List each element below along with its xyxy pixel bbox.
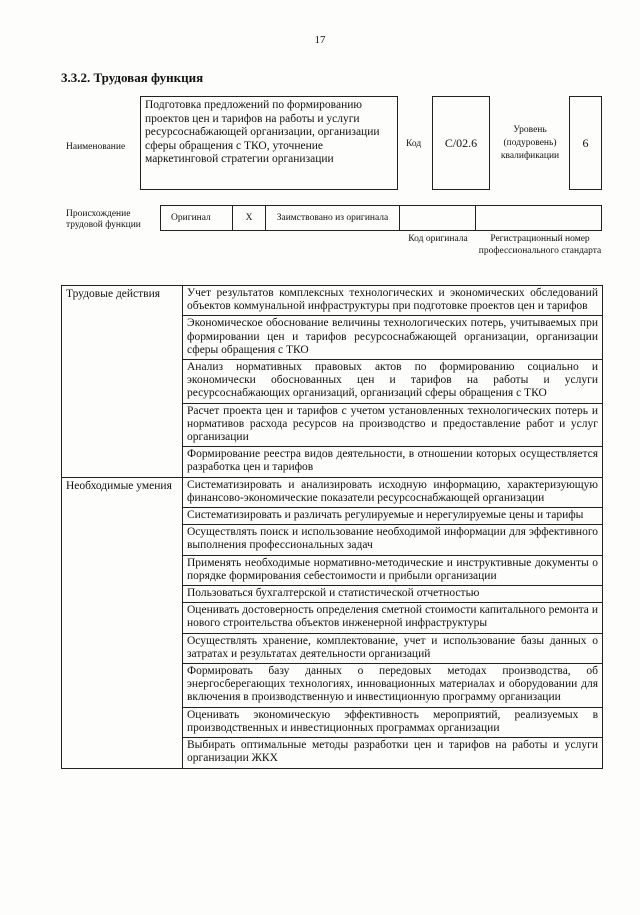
row-text: Формировать базу данных о передовых методах производства, об энергосберегающих технологиях, инновационных материалах и оборудовании для включения в производственную и инвестиционную программу организации — [183, 664, 603, 708]
row-text: Расчет проекта цен и тарифов с учетом установленных технологических потерь и нормативов расхода ресурсов на производство и предоставление работ и услуг организации — [183, 403, 603, 447]
code-original-label: Код оригинала — [408, 234, 468, 244]
row-text: Формирование реестра видов деятельности, в отношении которых осуществляется разработка цен и тарифов — [183, 447, 603, 477]
name-label: Наименование — [66, 142, 126, 152]
row-text: Выбирать оптимальные методы разработки цен и тарифов на работы и услуги организации ЖКХ — [183, 738, 603, 768]
row-text: Учет результатов комплексных технологических и экономических обследований объектов коммунальной инфраструктуры при подготовке проектов цен и тарифов — [183, 286, 603, 316]
row-text: Осуществлять хранение, комплектование, учет и использование базы данных о затратах и результатах деятельности организаций — [183, 633, 603, 663]
reg-number-cell — [476, 206, 601, 230]
level-value: 6 — [569, 96, 602, 190]
row-text: Систематизировать и различать регулируемые и нерегулируемые цены и тарифы — [183, 508, 603, 525]
level-label: Уровень (подуровень) квалификации — [500, 125, 560, 161]
borrowed-label: Заимствовано из оригинала — [266, 206, 400, 230]
category-label: Необходимые умения — [62, 477, 183, 768]
row-text: Оценивать экономическую эффективность мероприятий, реализуемых в производственных и инвестиционных программах организации — [183, 707, 603, 737]
section-title: 3.3.2. Трудовая функция — [61, 70, 204, 85]
original-mark: X — [233, 206, 266, 230]
row-text: Осуществлять поиск и использование необходимой информации для эффективного выполнения профессиональных задач — [183, 525, 603, 555]
row-text: Пользоваться бухгалтерской и статистической отчетностью — [183, 586, 603, 603]
row-text: Анализ нормативных правовых актов по формированию социально и экономически обоснованных цен и тарифов на работы и услуги ресурсоснабжающих организаций, организаций сферы обращения с ТКО — [183, 360, 603, 404]
code-label: Код — [406, 139, 422, 149]
original-label: Оригинал — [161, 206, 233, 230]
skill-row — [62, 477, 603, 507]
origin-label: Происхождение трудовой функции — [66, 209, 141, 230]
reg-number-label: Регистрационный номер профессионального стандарта — [478, 234, 602, 256]
code-value: C/02.6 — [432, 96, 490, 190]
row-text: Систематизировать и анализировать исходную информацию, характеризующую финансово-экономические показатели ресурсоснабжающей организации — [183, 477, 603, 507]
function-name: Подготовка предложений по формированию проектов цен и тарифов на работы и услуги ресурсоснабжающей организации, организации сферы обращения с ТКО, уточнение маркетинговой стратегии организации — [140, 96, 398, 190]
row-text: Применять необходимые нормативно-методические и инструктивные документы о порядке формирования себестоимости и прибыли организации — [183, 555, 603, 585]
code-original-cell — [400, 206, 476, 230]
labor-function-table — [61, 285, 603, 769]
page-number: 17 — [314, 34, 326, 46]
origin-row — [160, 205, 602, 231]
row-text: Оценивать достоверность определения сметной стоимости капитального ремонта и нового строительства объектов инженерной инфраструктуры — [183, 603, 603, 633]
labor-action-row — [62, 286, 603, 316]
category-label: Трудовые действия — [62, 286, 183, 478]
row-text: Экономическое обоснование величины технологических потерь, учитываемых при формировании цен и тарифов ресурсоснабжающей организации, организации сферы обращения с ТКО — [183, 316, 603, 360]
